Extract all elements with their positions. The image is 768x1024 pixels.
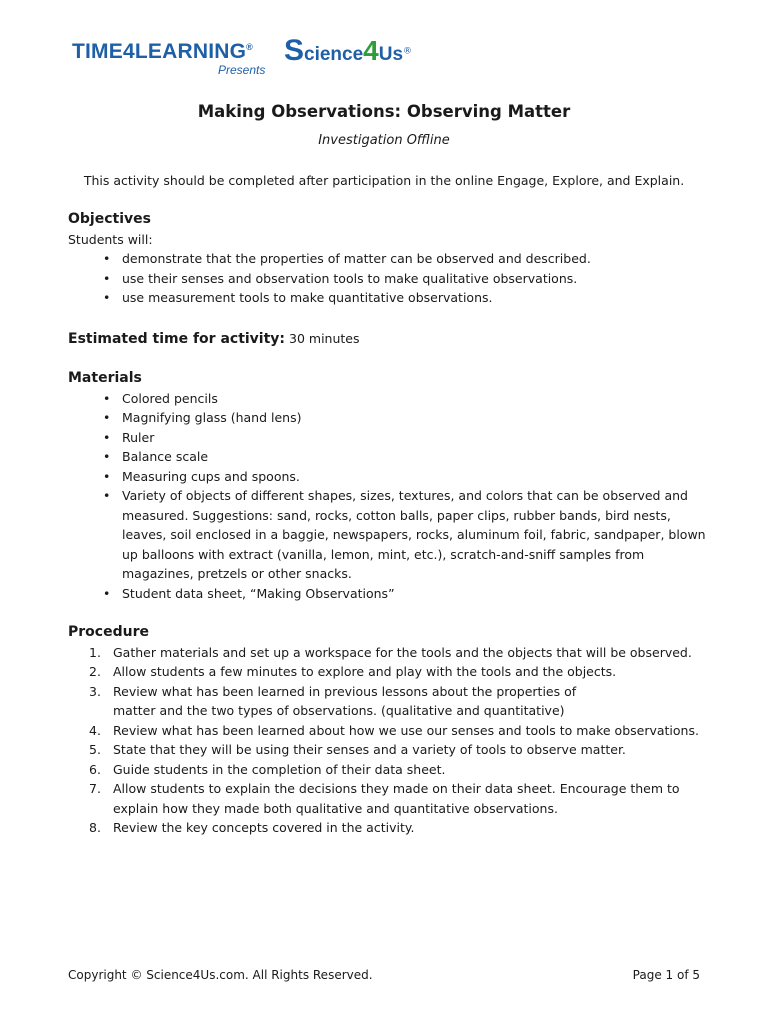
presents-label: Presents — [218, 63, 266, 77]
materials-list — [68, 389, 708, 604]
science-text: cience — [304, 44, 364, 65]
list-item: • Magnifying glass (hand lens) — [68, 408, 708, 428]
page-subtitle: Investigation Offline — [318, 133, 450, 148]
step-text: State that they will be using their senses and a variety of tools to observe matter. — [113, 742, 626, 757]
step-number: 2. — [89, 664, 101, 679]
objectives-heading: Objectives — [68, 211, 151, 227]
science4us-logo — [284, 34, 412, 74]
step-text: Review what has been learned about how we use our senses and tools to make observations. — [113, 722, 699, 738]
list-item: • demonstrate that the properties of matter can be observed and described. — [68, 249, 708, 269]
step-text: Gather materials and set up a workspace for the tools and the objects that will be observed. — [113, 644, 692, 660]
intro-text: This activity should be completed after participation in the online Engage, Explore, and Explain. — [83, 173, 685, 188]
step-number: 1. — [89, 644, 101, 660]
step-number: 8. — [89, 820, 101, 835]
time-value: 30 minutes — [289, 331, 360, 346]
science-reg-mark: ® — [403, 46, 413, 57]
list-item — [68, 740, 708, 760]
step-number: 3. — [89, 683, 101, 699]
time-label: Estimated time for activity: — [68, 331, 286, 347]
time4learning-logo — [72, 40, 253, 64]
objectives-lead: Students will: — [68, 231, 153, 247]
page-title: Making Observations: Observing Matter — [197, 102, 571, 121]
science-s-glyph: S — [284, 34, 305, 67]
list-item: • Student data sheet, “Making Observations” — [68, 584, 708, 604]
list-item — [68, 682, 708, 721]
list-item: • Colored pencils — [68, 389, 708, 409]
list-item: • use measurement tools to make quantitative observations. — [68, 288, 708, 308]
procedure-heading: Procedure — [68, 624, 149, 640]
list-item: • Measuring cups and spoons. — [68, 467, 708, 487]
brand-learning-text: LEARNING — [134, 40, 247, 63]
brand-time-text: TIME — [72, 40, 123, 63]
time-section — [68, 329, 708, 350]
step-number: 6. — [89, 761, 101, 777]
materials-heading: Materials — [68, 370, 142, 386]
step-number: 7. — [89, 781, 101, 796]
list-item: • Balance scale — [68, 447, 708, 467]
list-item: • Variety of objects of different shapes, sizes, textures, and colors that can be observed and measured. Suggestions: sand, rocks, cotton balls, paper clips, rubber bands, bird nests, leaves, soil enclosed in a baggie, newspapers, rocks, aluminum foil, fabric, sandpaper, blown up balloons with extract (vanilla, lemon, mint, etc.), scratch-and-sniff samples from magazines, pretzels or other snacks. — [68, 486, 708, 584]
step-text: Allow students a few minutes to explore and play with the tools and the objects. — [113, 664, 617, 679]
procedure-list — [68, 643, 708, 838]
list-item: • use their senses and observation tools to make qualitative observations. — [68, 269, 708, 289]
step-text: Review what has been learned in previous lessons about the properties of matter and the two types of observations. (qualitative and quantitative) — [113, 683, 577, 718]
brand-reg-mark: ® — [246, 42, 253, 52]
list-item — [68, 779, 708, 818]
step-text: Guide students in the completion of their data sheet. — [113, 761, 446, 777]
brand-four-text: 4 — [122, 40, 135, 63]
footer-copyright: Copyright © Science4Us.com. All Rights Reserved. — [68, 968, 373, 982]
list-item — [68, 721, 708, 741]
list-item: • Ruler — [68, 428, 708, 448]
science-four-glyph: 4 — [363, 35, 379, 66]
footer-page-number: Page 1 of 5 — [632, 968, 700, 982]
step-number: 4. — [89, 722, 101, 738]
objectives-section — [68, 210, 708, 308]
procedure-section — [68, 623, 708, 838]
list-item — [68, 818, 708, 838]
list-item — [68, 760, 708, 780]
science-us-text: Us — [378, 44, 404, 65]
step-number: 5. — [89, 742, 101, 757]
list-item — [68, 662, 708, 682]
list-item — [68, 643, 708, 663]
step-text: Allow students to explain the decisions they made on their data sheet. Encourage them to explain how they made both qualitative and quantitative observations. — [113, 781, 680, 816]
step-text: Review the key concepts covered in the activity. — [113, 820, 415, 835]
objectives-list — [68, 249, 708, 308]
materials-section — [68, 369, 708, 603]
